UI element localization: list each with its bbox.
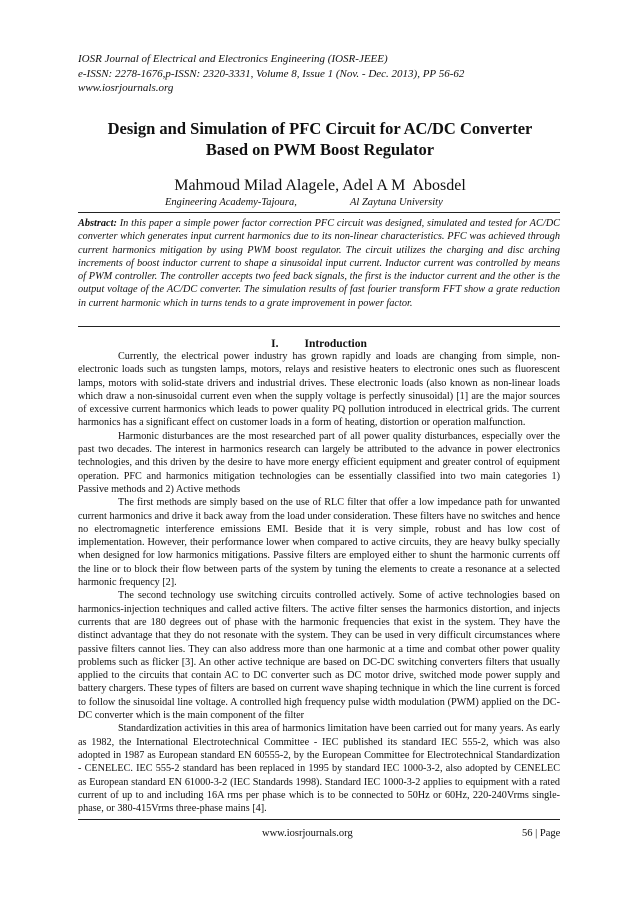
abstract-text: In this paper a simple power factor correction PFC circuit was designed, simulated and tested for AC/DC converter which generates input current harmonics due to its non-linear characteristics. PFC was achieved through current harmonics mitigation by using PWM boost regulator. The circuit utilizes the charging and disc arching increments of boost inductor current to shape a sinusoidal input current. Inductor current was controlled by means of PWM controller. The controller accepts two feed back signals, the first is the inductor current and the other is the output voltage of the AC/DC converter. The simulation results of fast fourier transform FFT show a grate reduction in current harmonic which in turns tends to a grate improvement in power factor. [78,218,560,309]
footer-rule [78,819,560,820]
section-number: I. [271,338,279,350]
paragraph: The first methods are simply based on the use of RLC filter that offer a low impedance path for unwanted current harmonics and drive it back away from the load under consideration. These filters have no switches and hence no electromagnetic interference emissions EMI. Beside that it is very simple, robust and has low cost of implementation. However, their performance lower when compared to active circuits, they are heavy bulky specially when designed for low harmonics mitigations. Passive filters are employed either to shunt the harmonic currents off the line or to block their flow between parts of the system by tuning the elements to create a resonance at a selected harmonic frequency [2]. [78,497,560,589]
journal-header [78,52,578,96]
section-title: Introduction [304,338,367,350]
paragraph: Standardization activities in this area of harmonics limitation have been carried out for many years. As early as 1982, the International Electrotechnical Committee - IEC published its standard IEC 555-2, which was also adopted in 1987 as European standard EN 60555-2, by the European Committee for Electrotechnical Standardization - CENELEC. IEC 555-2 standard has been replaced in 1995 by standard IEC 1000-3-2, also adopted by CENELEC as European standard EN 61000-3-2 (IEC Standards 1998). Standard IEC 1000-3-2 applies to equipment with a rated current of up to and including 16A rms per phase which is to be connected to 50Hz or 60Hz, 220-240Vrms single-phase, or 380-415Vrms three-phase mains [4]. [78,723,560,815]
affiliation-1: Engineering Academy-Tajoura, [165,197,297,208]
abstract-bottom-rule [78,326,560,327]
abstract [78,217,560,310]
body-text [78,350,560,815]
paper-title [60,118,580,160]
author-list: Mahmoud Milad Alagele, Adel A M Abosdel [174,177,466,194]
paragraph: The second technology use switching circuits controlled actively. Some of active technologies based on harmonics-injection techniques and called active filters. The active filter senses the harmonics distortion, and injects currents that are 180 degrees out of phase with the harmonic frequencies that exist in the system. They have the distinct advantage that they do not resonate with the system. They can be used in very difficult circumstances where passive filters cannot lies. They can also address more than one harmonic at a time and combat other power quality problems such as flicker [3]. An other active technique are based on DC-DC switching converters filters that usually applied to the circuits that contain AC to DC converter such as DC motor drive, switched mode power supply and battery chargers. These types of filters are based on current wave shaping technique in which the line current is forced to follow the sinusoidal line voltage. A controlled high frequency pulse width modulation (PWM) applied on the DC-DC converter which is the main component of the filter [78,590,560,722]
section-heading [78,337,560,351]
page-number: 56 | Page [522,828,561,839]
footer-website: www.iosrjournals.org [262,828,353,839]
title-line-1: Design and Simulation of PFC Circuit for AC/DC Converter [107,119,533,138]
journal-name: IOSR Journal of Electrical and Electronics Engineering (IOSR-JEEE) [78,53,388,65]
affiliation-2: Al Zaytuna University [350,197,443,208]
title-line-2: Based on PWM Boost Regulator [205,140,435,159]
paragraph: Currently, the electrical power industry has grown rapidly and loads are changing from simple, non-electronic loads such as tungsten lamps, motors, relays and resistive heaters to electronic ones such as fluorescent lamps, motors with solid-state drivers and industrial drives. These electronic loads (also known as non-linear loads which draw a non-sinusoidal current even when the supply voltage is perfectly sinusoidal) [1] are the major sources of excessive current harmonics which leads to power quality PQ pollution introduced in electrical grids. The current harmonics has a significant effect on customer loads in a form of heating, distortion or operation malfunction. [78,351,560,429]
journal-website: www.iosrjournals.org [78,82,174,94]
abstract-label: Abstract: [78,218,117,229]
paragraph: Harmonic disturbances are the most researched part of all power quality disturbances, especially over the past two decades. The interest in harmonics research can largely be attributed to the advance in power electronics technologies, and this driven by the desire to have more energy efficient equipment and greater control of equipment operation. PFC and harmonics mitigation technologies can be essentially classified into two main categories 1) Passive methods and 2) Active methods [78,430,560,495]
journal-issn: e-ISSN: 2278-1676,p-ISSN: 2320-3331, Volume 8, Issue 1 (Nov. - Dec. 2013), PP 56-62 [78,67,465,80]
abstract-top-rule [78,212,560,213]
